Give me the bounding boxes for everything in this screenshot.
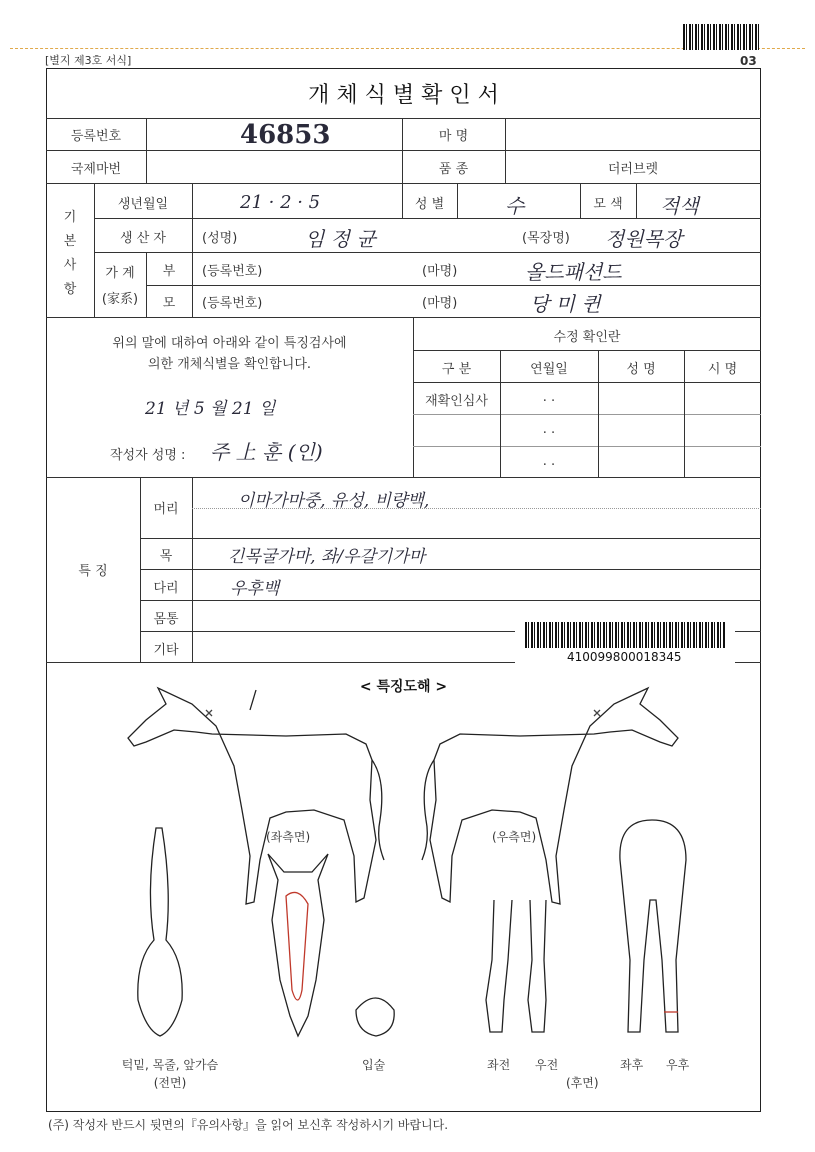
reg-no-value: 46853: [240, 120, 331, 150]
dam-name-value: 당 미 퀸: [530, 292, 601, 316]
breed-label: 품 종: [438, 162, 469, 177]
right-side-horse-icon: [422, 688, 678, 904]
rear-caption: (후면): [566, 1076, 599, 1090]
breed-value: 더러브렛: [607, 162, 659, 177]
revision-col-date: 연월일: [530, 362, 568, 377]
basic-label-1: 기: [63, 210, 77, 225]
head-label: 머리: [153, 502, 179, 517]
confirm-date: 21 년 5 월 21 일: [145, 399, 276, 419]
sire-label: 부: [162, 264, 176, 279]
head-value: 이마가마중, 유성, 비량백,: [238, 491, 430, 511]
left-hind-caption: 좌후: [620, 1058, 644, 1072]
birth-value: 21 · 2 · 5: [240, 192, 321, 213]
footer-note: (주) 작성자 반드시 뒷면의『유의사항』을 읽어 보신후 작성하시기 바랍니다.: [48, 1118, 449, 1132]
reg-no-label: 등록번호: [70, 129, 122, 144]
statement-line1: 위의 말에 대하여 아래와 같이 특징검사에: [112, 336, 347, 351]
right-hind-caption: 우후: [666, 1058, 690, 1072]
neck-value: 긴목굴가마, 좌/우갈기가마: [228, 547, 426, 567]
revision-row1-label: 재확인심사: [425, 394, 488, 409]
breeder-name-label: (성명): [202, 231, 238, 246]
horse-name-label: 마 명: [438, 129, 469, 144]
revision-date-1: . .: [542, 390, 556, 405]
left-front-caption: 좌전: [487, 1058, 511, 1072]
form-label: [별지 제3호 서식]: [45, 54, 132, 67]
dam-label: 모: [162, 296, 176, 311]
lips-view-icon: [356, 998, 394, 1036]
leg-label: 다리: [153, 581, 179, 596]
basic-label-2: 본: [63, 234, 77, 249]
rear-view-icon: [620, 820, 686, 1032]
revision-title: 수정 확인란: [553, 330, 621, 345]
head-front-view-icon: [268, 854, 328, 1036]
revision-date-3: . .: [542, 454, 556, 469]
birth-label: 생년월일: [117, 197, 169, 212]
left-side-horse-icon: [128, 688, 384, 904]
breeder-label: 생 산 자: [120, 231, 166, 246]
revision-date-2: . .: [542, 422, 556, 437]
top-barcode: [683, 24, 759, 50]
revision-col-type: 구 분: [441, 362, 472, 377]
revision-col-time: 시 명: [707, 362, 738, 377]
right-side-caption: (우측면): [492, 830, 537, 844]
farm-label: (목장명): [522, 231, 570, 246]
features-label: 특 징: [78, 564, 108, 579]
neck-front-view-icon: [138, 828, 182, 1036]
dam-name-label: (마명): [422, 296, 458, 311]
intl-no-label: 국제마번: [70, 162, 122, 177]
sex-value: 수: [505, 194, 525, 218]
basic-label-3: 사: [63, 258, 77, 273]
barcode-number: 410099800018345: [567, 650, 682, 664]
other-label: 기타: [153, 643, 179, 658]
neck-label: 목: [159, 549, 173, 564]
dam-reg-label: (등록번호): [202, 296, 263, 311]
front-caption-2: (전면): [153, 1076, 187, 1090]
diagram-title: < 특징도해 >: [359, 679, 448, 695]
family-label: 가 계: [105, 266, 135, 281]
family-hanja: (家系): [101, 292, 139, 307]
diagram-illustration: [46, 660, 761, 1090]
sire-reg-label: (등록번호): [202, 264, 263, 279]
farm-value: 정원목장: [605, 227, 683, 251]
writer-signature: 주 上 훈 (인): [210, 440, 323, 464]
color-value: 적색: [660, 194, 699, 218]
page-number: 03: [740, 54, 757, 68]
writer-label: 작성자 성명 :: [110, 448, 186, 463]
lips-caption: 입술: [362, 1058, 386, 1072]
statement-line2: 의한 개체식별을 확인합니다.: [147, 357, 312, 372]
basic-label-4: 항: [63, 282, 77, 297]
body-label: 몸통: [153, 612, 179, 627]
sire-name-label: (마명): [422, 264, 458, 279]
revision-col-name: 성 명: [626, 362, 656, 377]
front-caption-1: 턱밑, 목줄, 앞가슴: [121, 1058, 219, 1072]
left-side-caption: (좌측면): [266, 830, 311, 844]
breeder-name-value: 임 정 균: [305, 227, 376, 251]
sire-name-value: 올드패션드: [525, 260, 622, 284]
sex-label: 성 별: [414, 197, 445, 212]
right-front-caption: 우전: [535, 1058, 559, 1072]
front-legs-view-icon: [486, 900, 546, 1032]
form-title: 개 체 식 별 확 인 서: [308, 83, 499, 108]
color-label: 모 색: [593, 197, 623, 212]
leg-value: 우후백: [230, 579, 280, 599]
barcode-bars: [525, 622, 725, 648]
